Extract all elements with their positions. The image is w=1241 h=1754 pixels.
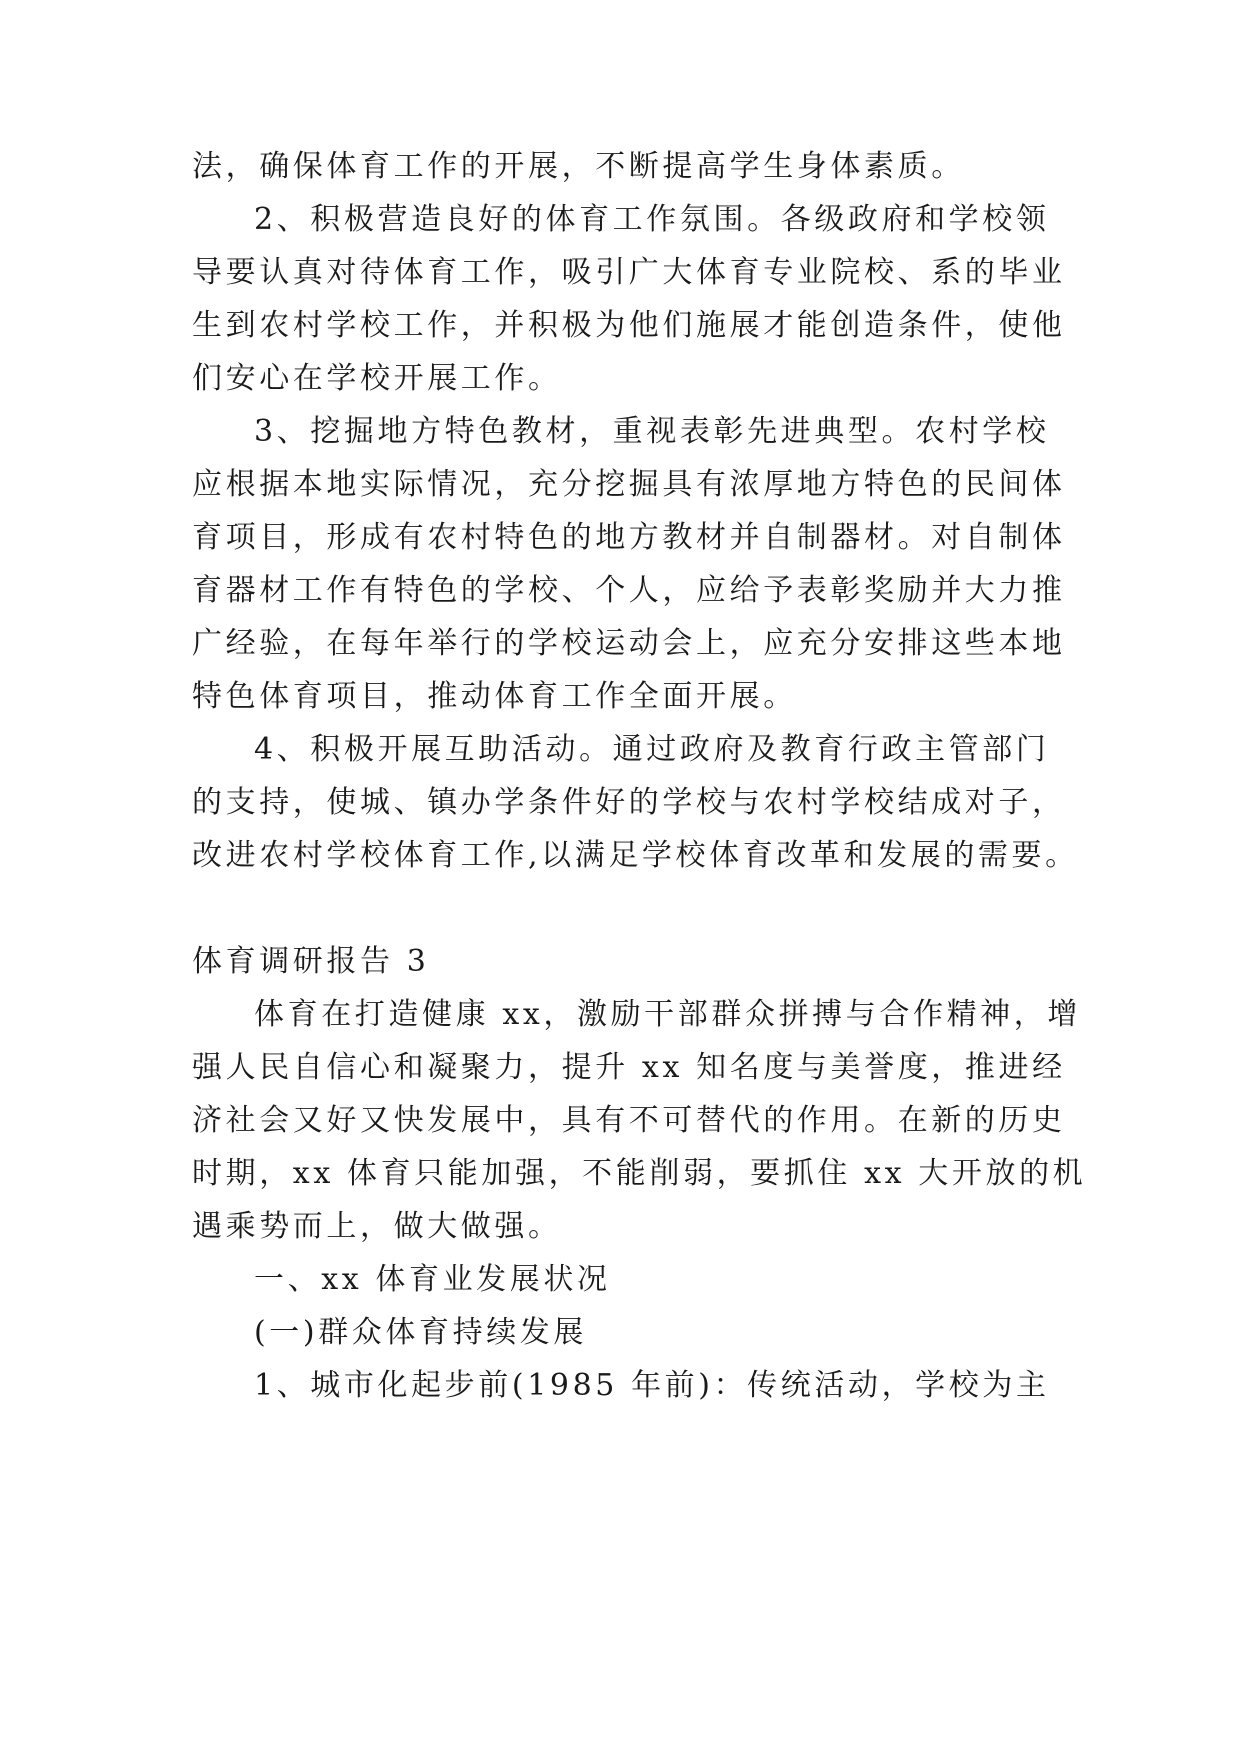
paragraph-line: 广经验，在每年举行的学校运动会上，应充分安排这些本地 <box>192 626 1066 661</box>
paragraph-line: 4、积极开展互助活动。通过政府及教育行政主管部门 <box>254 732 1050 767</box>
paragraph-line: 时期，xx 体育只能加强，不能削弱，要抓住 xx 大开放的机 <box>192 1156 1087 1191</box>
section-heading: 体育调研报告 3 <box>192 944 430 979</box>
paragraph-line: 生到农村学校工作，并积极为他们施展才能创造条件，使他 <box>192 308 1066 343</box>
paragraph-line: 的支持，使城、镇办学条件好的学校与农村学校结成对子， <box>192 785 1066 820</box>
paragraph-line: 们安心在学校开展工作。 <box>192 361 562 396</box>
paragraph-line: 遇乘势而上，做大做强。 <box>192 1209 562 1244</box>
paragraph-line: 体育在打造健康 xx，激励干部群众拼搏与合作精神，增 <box>254 997 1081 1032</box>
paragraph-line: 1、城市化起步前(1985 年前)：传统活动，学校为主 <box>254 1368 1050 1403</box>
paragraph-line: 改进农村学校体育工作,以满足学校体育改革和发展的需要。 <box>192 838 1079 873</box>
paragraph-line: 导要认真对待体育工作，吸引广大体育专业院校、系的毕业 <box>192 255 1066 290</box>
paragraph-line: 3、挖掘地方特色教材，重视表彰先进典型。农村学校 <box>254 414 1050 449</box>
paragraph-line: 法，确保体育工作的开展，不断提高学生身体素质。 <box>192 149 965 184</box>
subheading: (一)群众体育持续发展 <box>254 1315 588 1350</box>
paragraph-line: 特色体育项目，推动体育工作全面开展。 <box>192 679 797 714</box>
paragraph-line: 应根据本地实际情况，充分挖掘具有浓厚地方特色的民间体 <box>192 467 1066 502</box>
paragraph-line: 济社会又好又快发展中，具有不可替代的作用。在新的历史 <box>192 1103 1066 1138</box>
subheading: 一、xx 体育业发展状况 <box>254 1262 611 1297</box>
paragraph-line: 强人民自信心和凝聚力，提升 xx 知名度与美誉度，推进经 <box>192 1050 1066 1085</box>
paragraph-line: 2、积极营造良好的体育工作氛围。各级政府和学校领 <box>254 202 1050 237</box>
paragraph-line: 育项目，形成有农村特色的地方教材并自制器材。对自制体 <box>192 520 1066 555</box>
paragraph-line: 育器材工作有特色的学校、个人，应给予表彰奖励并大力推 <box>192 573 1066 608</box>
